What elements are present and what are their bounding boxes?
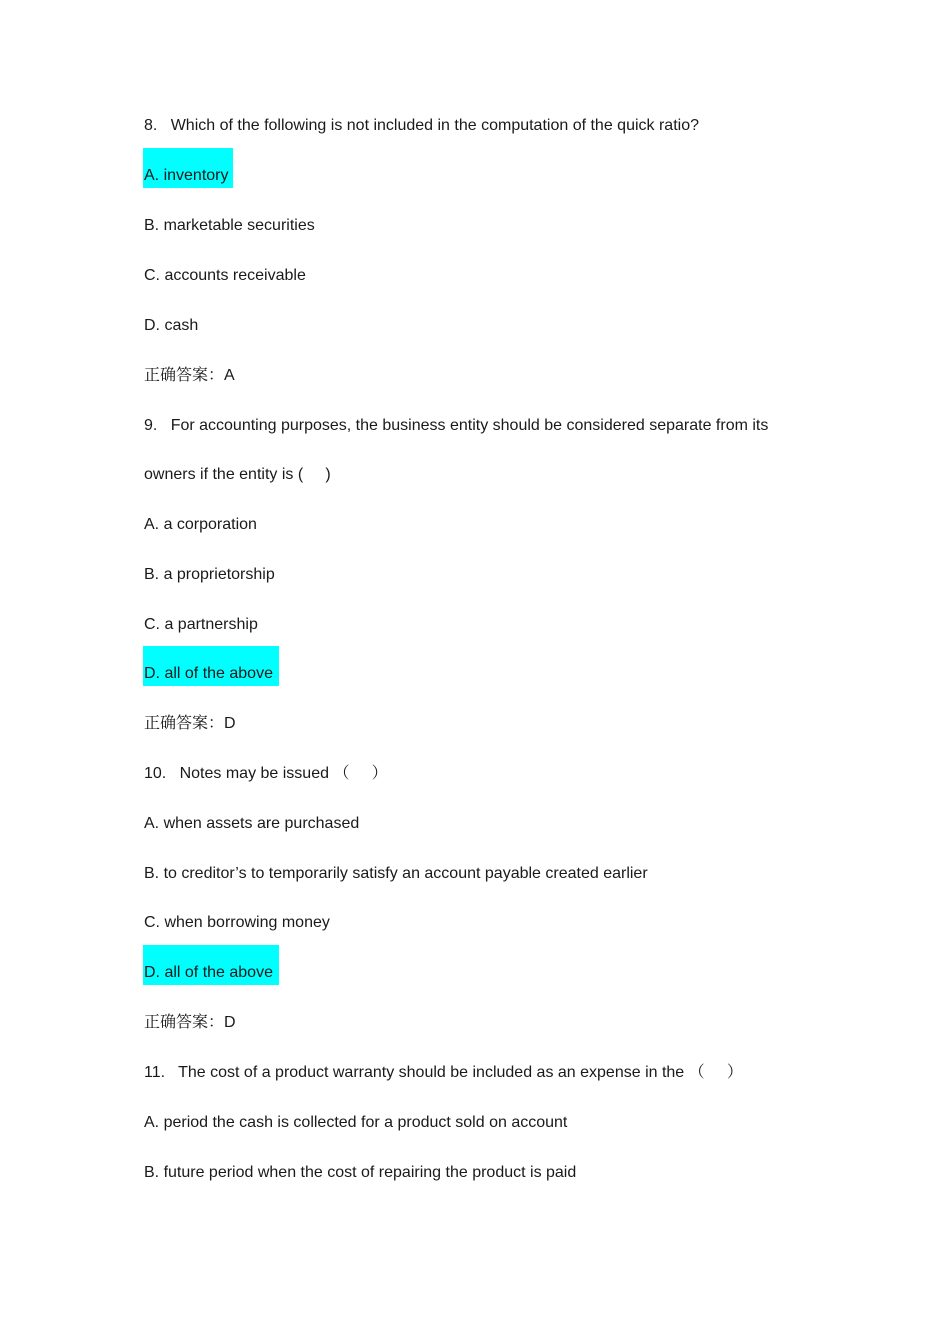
question-number: 8. <box>144 117 158 134</box>
question-9-option-a: A. a corporation <box>144 516 257 533</box>
question-number: 10. <box>144 765 167 782</box>
question-9-prompt <box>144 416 768 436</box>
question-10-option-a: A. when assets are purchased <box>144 815 360 832</box>
question-number: 11. <box>144 1064 166 1081</box>
question-text: Which of the following is not included in the computation of the quick ratio? <box>170 117 699 134</box>
question-8-prompt <box>144 116 699 136</box>
question-8-option-a-highlighted: A. inventory <box>143 148 233 188</box>
question-text: For accounting purposes, the business entity should be considered separate from its <box>170 417 769 434</box>
question-11-option-a: A. period the cash is collected for a product sold on account <box>144 1114 568 1131</box>
question-8-answer: 正确答案：A <box>144 367 235 384</box>
question-10-option-d-highlighted: D. all of the above <box>143 945 279 985</box>
question-10-prompt <box>144 764 388 784</box>
question-text: Notes may be issued （ ） <box>179 765 388 782</box>
question-text: The cost of a product warranty should be included as an expense in the （ ） <box>178 1064 743 1081</box>
question-11-option-b: B. future period when the cost of repairing the product is paid <box>144 1164 577 1181</box>
question-number: 9. <box>144 417 158 434</box>
question-9-prompt-continued: owners if the entity is ( ) <box>144 466 331 483</box>
question-8-option-c: C. accounts receivable <box>144 267 306 284</box>
question-9-option-d-highlighted: D. all of the above <box>143 646 279 686</box>
question-8-option-d: D. cash <box>144 317 199 334</box>
question-9-option-c: C. a partnership <box>144 616 258 633</box>
question-11-prompt <box>144 1063 743 1083</box>
question-9-answer: 正确答案：D <box>144 715 236 732</box>
question-8-option-b: B. marketable securities <box>144 217 315 234</box>
question-9-option-b: B. a proprietorship <box>144 566 275 583</box>
question-10-option-c: C. when borrowing money <box>144 914 330 931</box>
question-10-answer: 正确答案：D <box>144 1014 236 1031</box>
question-10-option-b: B. to creditor’s to temporarily satisfy an account payable created earlier <box>144 865 648 882</box>
